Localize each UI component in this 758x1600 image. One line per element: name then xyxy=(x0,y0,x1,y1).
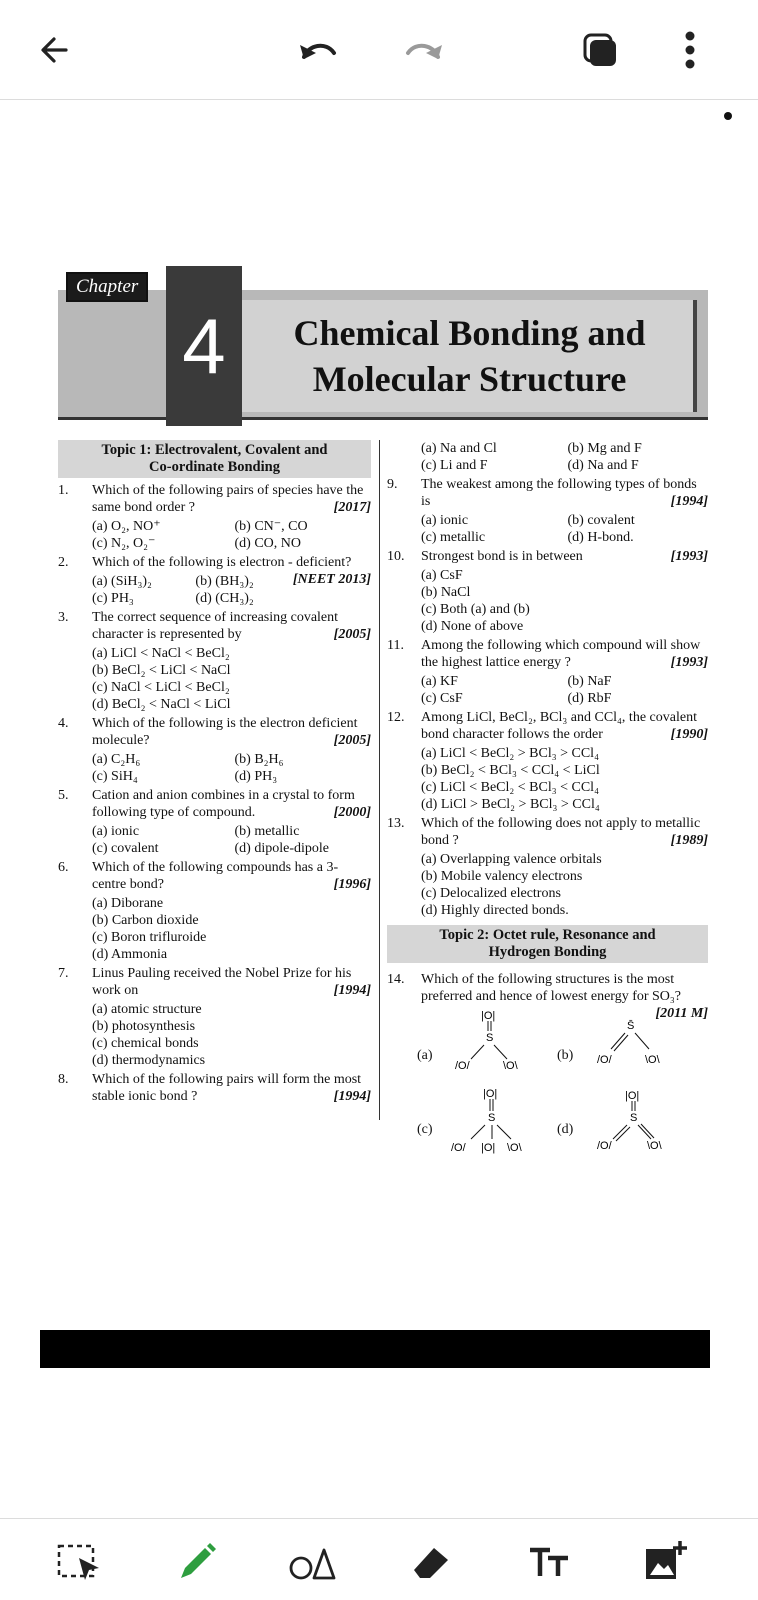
question-number: 9. xyxy=(387,477,398,492)
option-item[interactable]: (b) BeCl₂ < BCl₃ < CCl₄ < LiCl xyxy=(421,763,600,778)
question-4 xyxy=(58,715,371,785)
option-item[interactable]: (b) BeCl₂ < LiCl < NaCl xyxy=(92,663,231,678)
question-year: [1989] xyxy=(670,833,708,848)
option-item[interactable]: (a) ionic xyxy=(421,513,469,528)
question-text: Which of the following compounds has a 3-centre bond? xyxy=(92,860,339,892)
topic2-line1: Topic 2: Octet rule, Resonance and xyxy=(439,927,656,943)
question-5 xyxy=(58,787,371,857)
svg-text:/O/: /O/ xyxy=(451,1142,466,1154)
question-year: [2000] xyxy=(333,805,371,820)
page-indicator-dot xyxy=(724,112,732,120)
option-item[interactable]: (b) Mobile valency electrons xyxy=(421,869,583,884)
option-item[interactable]: (a) C₂H₆ xyxy=(92,752,141,767)
option-item[interactable]: (a) atomic structure xyxy=(92,1002,202,1017)
question-stem xyxy=(58,482,371,516)
option-item[interactable]: (b) photosynthesis xyxy=(92,1019,196,1034)
option-item[interactable]: (d) BeCl₂ < NaCl < LiCl xyxy=(92,697,231,712)
option-item[interactable]: (d) dipole-dipole xyxy=(234,841,329,856)
option-item[interactable]: (a) Overlapping valence orbitals xyxy=(421,852,602,867)
option-item[interactable]: (c) PH₃ xyxy=(92,591,134,606)
option-item[interactable]: (b) NaCl xyxy=(421,585,471,600)
question-options xyxy=(58,573,293,607)
question-stem xyxy=(58,609,371,643)
option-item[interactable]: (d) CO, NO xyxy=(234,536,301,551)
so3-structures xyxy=(417,1007,708,1157)
option-item[interactable]: (a) Na and Cl xyxy=(421,441,497,456)
question-number: 7. xyxy=(58,966,69,981)
option-item[interactable]: (b) CN⁻, CO xyxy=(234,519,308,534)
question-12 xyxy=(387,709,708,813)
left-column xyxy=(58,440,371,1107)
question-number: 3. xyxy=(58,610,69,625)
option-item[interactable]: (d) H-bond. xyxy=(567,530,634,545)
question-14 xyxy=(387,971,708,1021)
question-stem xyxy=(387,709,708,743)
option-item[interactable]: (a) ionic xyxy=(92,824,140,839)
shapes-icon[interactable] xyxy=(288,1537,338,1587)
option-item[interactable]: (c) covalent xyxy=(92,841,159,856)
option-item[interactable]: (b) (BH₃)₂ xyxy=(195,574,254,589)
question-text: Among LiCl, BeCl₂, BCl₃ and CCl₄, the covalent bond character follows the order xyxy=(421,710,697,742)
option-item[interactable]: (d) Ammonia xyxy=(92,947,168,962)
option-item[interactable]: (c) Delocalized electrons xyxy=(421,886,561,901)
question-options xyxy=(387,567,708,635)
option-item[interactable]: (d) PH₃ xyxy=(234,769,278,784)
question-11 xyxy=(387,637,708,707)
question-year: [1994] xyxy=(670,494,708,509)
question-year: [1996] xyxy=(333,877,371,892)
svg-text:|O|: |O| xyxy=(483,1088,498,1100)
question-year: [2005] xyxy=(333,627,371,642)
question-year: [1990] xyxy=(670,727,708,742)
question-number: 12. xyxy=(387,710,405,725)
question-text: Among the following which compound will show the highest lattice energy ? xyxy=(421,638,701,670)
struct-b-label: (b) xyxy=(557,1048,574,1063)
option-item[interactable]: (d) Highly directed bonds. xyxy=(421,903,569,918)
option-item[interactable]: (a) KF xyxy=(421,674,458,689)
topic2-heading xyxy=(387,925,708,963)
question-number: 8. xyxy=(58,1072,69,1087)
question-text: Cation and anion combines in a crystal to form following type of compound. xyxy=(92,788,355,820)
option-item[interactable]: (a) CsF xyxy=(421,568,463,583)
option-item[interactable]: (a) LiCl < BeCl₂ > BCl₃ > CCl₄ xyxy=(421,746,599,761)
svg-text:\O\: \O\ xyxy=(507,1142,522,1154)
option-item[interactable]: (c) Both (a) and (b) xyxy=(421,602,530,617)
eraser-icon[interactable] xyxy=(406,1537,456,1587)
question-text: Which of the following is electron - deficient? xyxy=(92,555,352,570)
question-stem xyxy=(58,715,371,749)
question-number: 4. xyxy=(58,716,69,731)
question-stem xyxy=(58,1071,371,1105)
question-options xyxy=(58,823,371,857)
question-text: Which of the following structures is the most preferred and hence of lowest energy for SO₃? xyxy=(421,972,682,1004)
chapter-number: 4 xyxy=(182,301,226,390)
chapter-title xyxy=(242,300,697,412)
svg-text:|O|: |O| xyxy=(625,1090,640,1102)
question-stem xyxy=(58,787,371,821)
question-6 xyxy=(58,859,371,963)
svg-text:S: S xyxy=(486,1032,494,1044)
option-item[interactable]: (b) Carbon dioxide xyxy=(92,913,199,928)
chapter-label: Chapter xyxy=(66,272,148,302)
more-vert-icon[interactable] xyxy=(668,28,712,72)
option-item[interactable]: (d) Na and F xyxy=(567,458,639,473)
option-item[interactable]: (d) RbF xyxy=(567,691,612,706)
svg-text:\O\: \O\ xyxy=(647,1140,662,1152)
svg-text:S: S xyxy=(488,1112,496,1124)
topic1-line1: Topic 1: Electrovalent, Covalent and xyxy=(101,442,328,458)
redaction-bar xyxy=(40,1330,710,1368)
question-8-options-continued xyxy=(387,440,708,474)
question-number: 14. xyxy=(387,972,405,987)
option-item[interactable]: (b) metallic xyxy=(234,824,300,839)
question-options xyxy=(387,673,708,707)
svg-text:/O/: /O/ xyxy=(597,1140,612,1152)
question-13 xyxy=(387,815,708,919)
option-item[interactable]: (c) SiH₄ xyxy=(92,769,138,784)
add-image-icon[interactable] xyxy=(640,1537,690,1587)
option-item[interactable]: (c) NaCl < LiCl < BeCl₂ xyxy=(92,680,230,695)
struct-c-diagram xyxy=(441,1085,541,1157)
chapter-title-line2: Molecular Structure xyxy=(312,359,627,399)
chapter-title-line1: Chemical Bonding and xyxy=(293,313,646,353)
question-number: 5. xyxy=(58,788,69,803)
question-number: 6. xyxy=(58,860,69,875)
option-item[interactable]: (c) CsF xyxy=(421,691,463,706)
question-options xyxy=(58,518,371,552)
topic1-heading xyxy=(58,440,371,478)
option-item[interactable]: (b) Mg and F xyxy=(567,441,642,456)
question-stem xyxy=(387,548,708,565)
option-item[interactable]: (d) LiCl > BeCl₂ > BCl₃ > CCl₄ xyxy=(421,797,600,812)
option-item[interactable]: (d) thermodynamics xyxy=(92,1053,206,1068)
question-text: Which of the following pairs will form the most stable ionic bond ? xyxy=(92,1072,362,1104)
question-10 xyxy=(387,548,708,635)
svg-text:\O\: \O\ xyxy=(645,1054,660,1066)
question-stem xyxy=(387,815,708,849)
question-year: [2011 M] xyxy=(655,1006,708,1021)
chapter-header xyxy=(58,260,708,430)
question-8 xyxy=(58,1071,371,1105)
option-item[interactable]: (a) LiCl < NaCl < BeCl₂ xyxy=(92,646,230,661)
question-options xyxy=(387,512,708,546)
question-number: 11. xyxy=(387,638,404,653)
question-text: Which of the following does not apply to metallic bond ? xyxy=(421,816,701,848)
redo-icon[interactable] xyxy=(402,28,446,72)
svg-text:S: S xyxy=(630,1112,638,1124)
question-text: Which of the following is the electron deficient molecule? xyxy=(92,716,358,748)
question-text: Linus Pauling received the Nobel Prize for his work on xyxy=(92,966,352,998)
right-column xyxy=(387,440,708,1157)
question-stem xyxy=(58,859,371,893)
question-options xyxy=(58,645,371,713)
back-arrow-icon[interactable] xyxy=(32,28,76,72)
svg-text:/O/: /O/ xyxy=(597,1054,612,1066)
select-icon[interactable] xyxy=(54,1537,104,1587)
text-icon[interactable] xyxy=(524,1537,574,1587)
question-3 xyxy=(58,609,371,713)
question-year: [2017] xyxy=(333,500,371,515)
option-item[interactable]: (b) covalent xyxy=(567,513,635,528)
question-year: [1993] xyxy=(670,655,708,670)
topic1-line2: Co-ordinate Bonding xyxy=(149,459,280,475)
svg-text:/O/: /O/ xyxy=(455,1060,470,1072)
option-item[interactable]: (c) Boron trifluroide xyxy=(92,930,207,945)
question-year: [NEET 2013] xyxy=(292,572,371,587)
question-year: [1993] xyxy=(670,549,708,564)
option-item[interactable]: (d) (CH₃)₂ xyxy=(195,591,254,606)
option-item[interactable]: (c) metallic xyxy=(421,530,486,545)
option-item[interactable]: (c) LiCl < BeCl₂ < BCl₃ < CCl₄ xyxy=(421,780,599,795)
option-item[interactable]: (d) None of above xyxy=(421,619,524,634)
option-item[interactable]: (a) O₂, NO⁺ xyxy=(92,519,161,534)
question-options xyxy=(387,745,708,813)
question-1 xyxy=(58,482,371,552)
question-options xyxy=(58,751,371,785)
question-number: 1. xyxy=(58,483,69,498)
question-stem xyxy=(387,971,708,1021)
option-item[interactable]: (b) NaF xyxy=(567,674,612,689)
question-year: [1994] xyxy=(333,1089,371,1104)
topic2-line2: Hydrogen Bonding xyxy=(488,944,607,960)
struct-c-label: (c) xyxy=(417,1122,433,1137)
undo-icon[interactable] xyxy=(296,28,340,72)
option-item[interactable]: (c) Li and F xyxy=(421,458,488,473)
column-divider xyxy=(379,440,380,1120)
struct-a-label: (a) xyxy=(417,1048,433,1063)
question-options xyxy=(58,895,371,963)
option-item[interactable]: (a) Diborane xyxy=(92,896,164,911)
svg-text:S̄: S̄ xyxy=(627,1020,635,1032)
svg-text:\O\: \O\ xyxy=(503,1060,518,1072)
pen-icon[interactable] xyxy=(172,1537,222,1587)
option-item[interactable]: (b) B₂H₆ xyxy=(234,752,284,767)
question-text: Which of the following pairs of species have the same bond order ? xyxy=(92,483,364,515)
option-item[interactable]: (c) N₂, O₂⁻ xyxy=(92,536,156,551)
question-options xyxy=(387,851,708,919)
question-text: The correct sequence of increasing covalent character is represented by xyxy=(92,610,339,642)
question-number: 13. xyxy=(387,816,405,831)
top-toolbar xyxy=(0,0,758,100)
struct-b-diagram xyxy=(585,1013,675,1077)
question-number: 2. xyxy=(58,555,69,570)
question-text: Strongest bond is in between xyxy=(421,549,583,564)
chapter-number-block xyxy=(166,266,242,426)
question-text: The weakest among the following types of bonds is xyxy=(421,477,697,509)
struct-a-diagram xyxy=(441,1007,531,1077)
question-9 xyxy=(387,476,708,546)
question-year: [1994] xyxy=(333,983,371,998)
question-year: [2005] xyxy=(333,733,371,748)
svg-text:|O|: |O| xyxy=(481,1010,496,1022)
question-options xyxy=(58,1001,371,1069)
question-stem xyxy=(58,965,371,999)
option-item[interactable]: (c) chemical bonds xyxy=(92,1036,199,1051)
question-stem xyxy=(387,476,708,510)
question-stem xyxy=(387,637,708,671)
question-7 xyxy=(58,965,371,1069)
svg-text:|O|: |O| xyxy=(481,1142,496,1154)
question-2 xyxy=(58,554,371,607)
question-number: 10. xyxy=(387,549,405,564)
option-item[interactable]: (a) (SiH₃)₂ xyxy=(92,574,152,589)
pages-icon[interactable] xyxy=(578,28,622,72)
bottom-toolbar xyxy=(0,1518,758,1600)
struct-d-label: (d) xyxy=(557,1122,574,1137)
struct-d-diagram xyxy=(585,1087,675,1157)
